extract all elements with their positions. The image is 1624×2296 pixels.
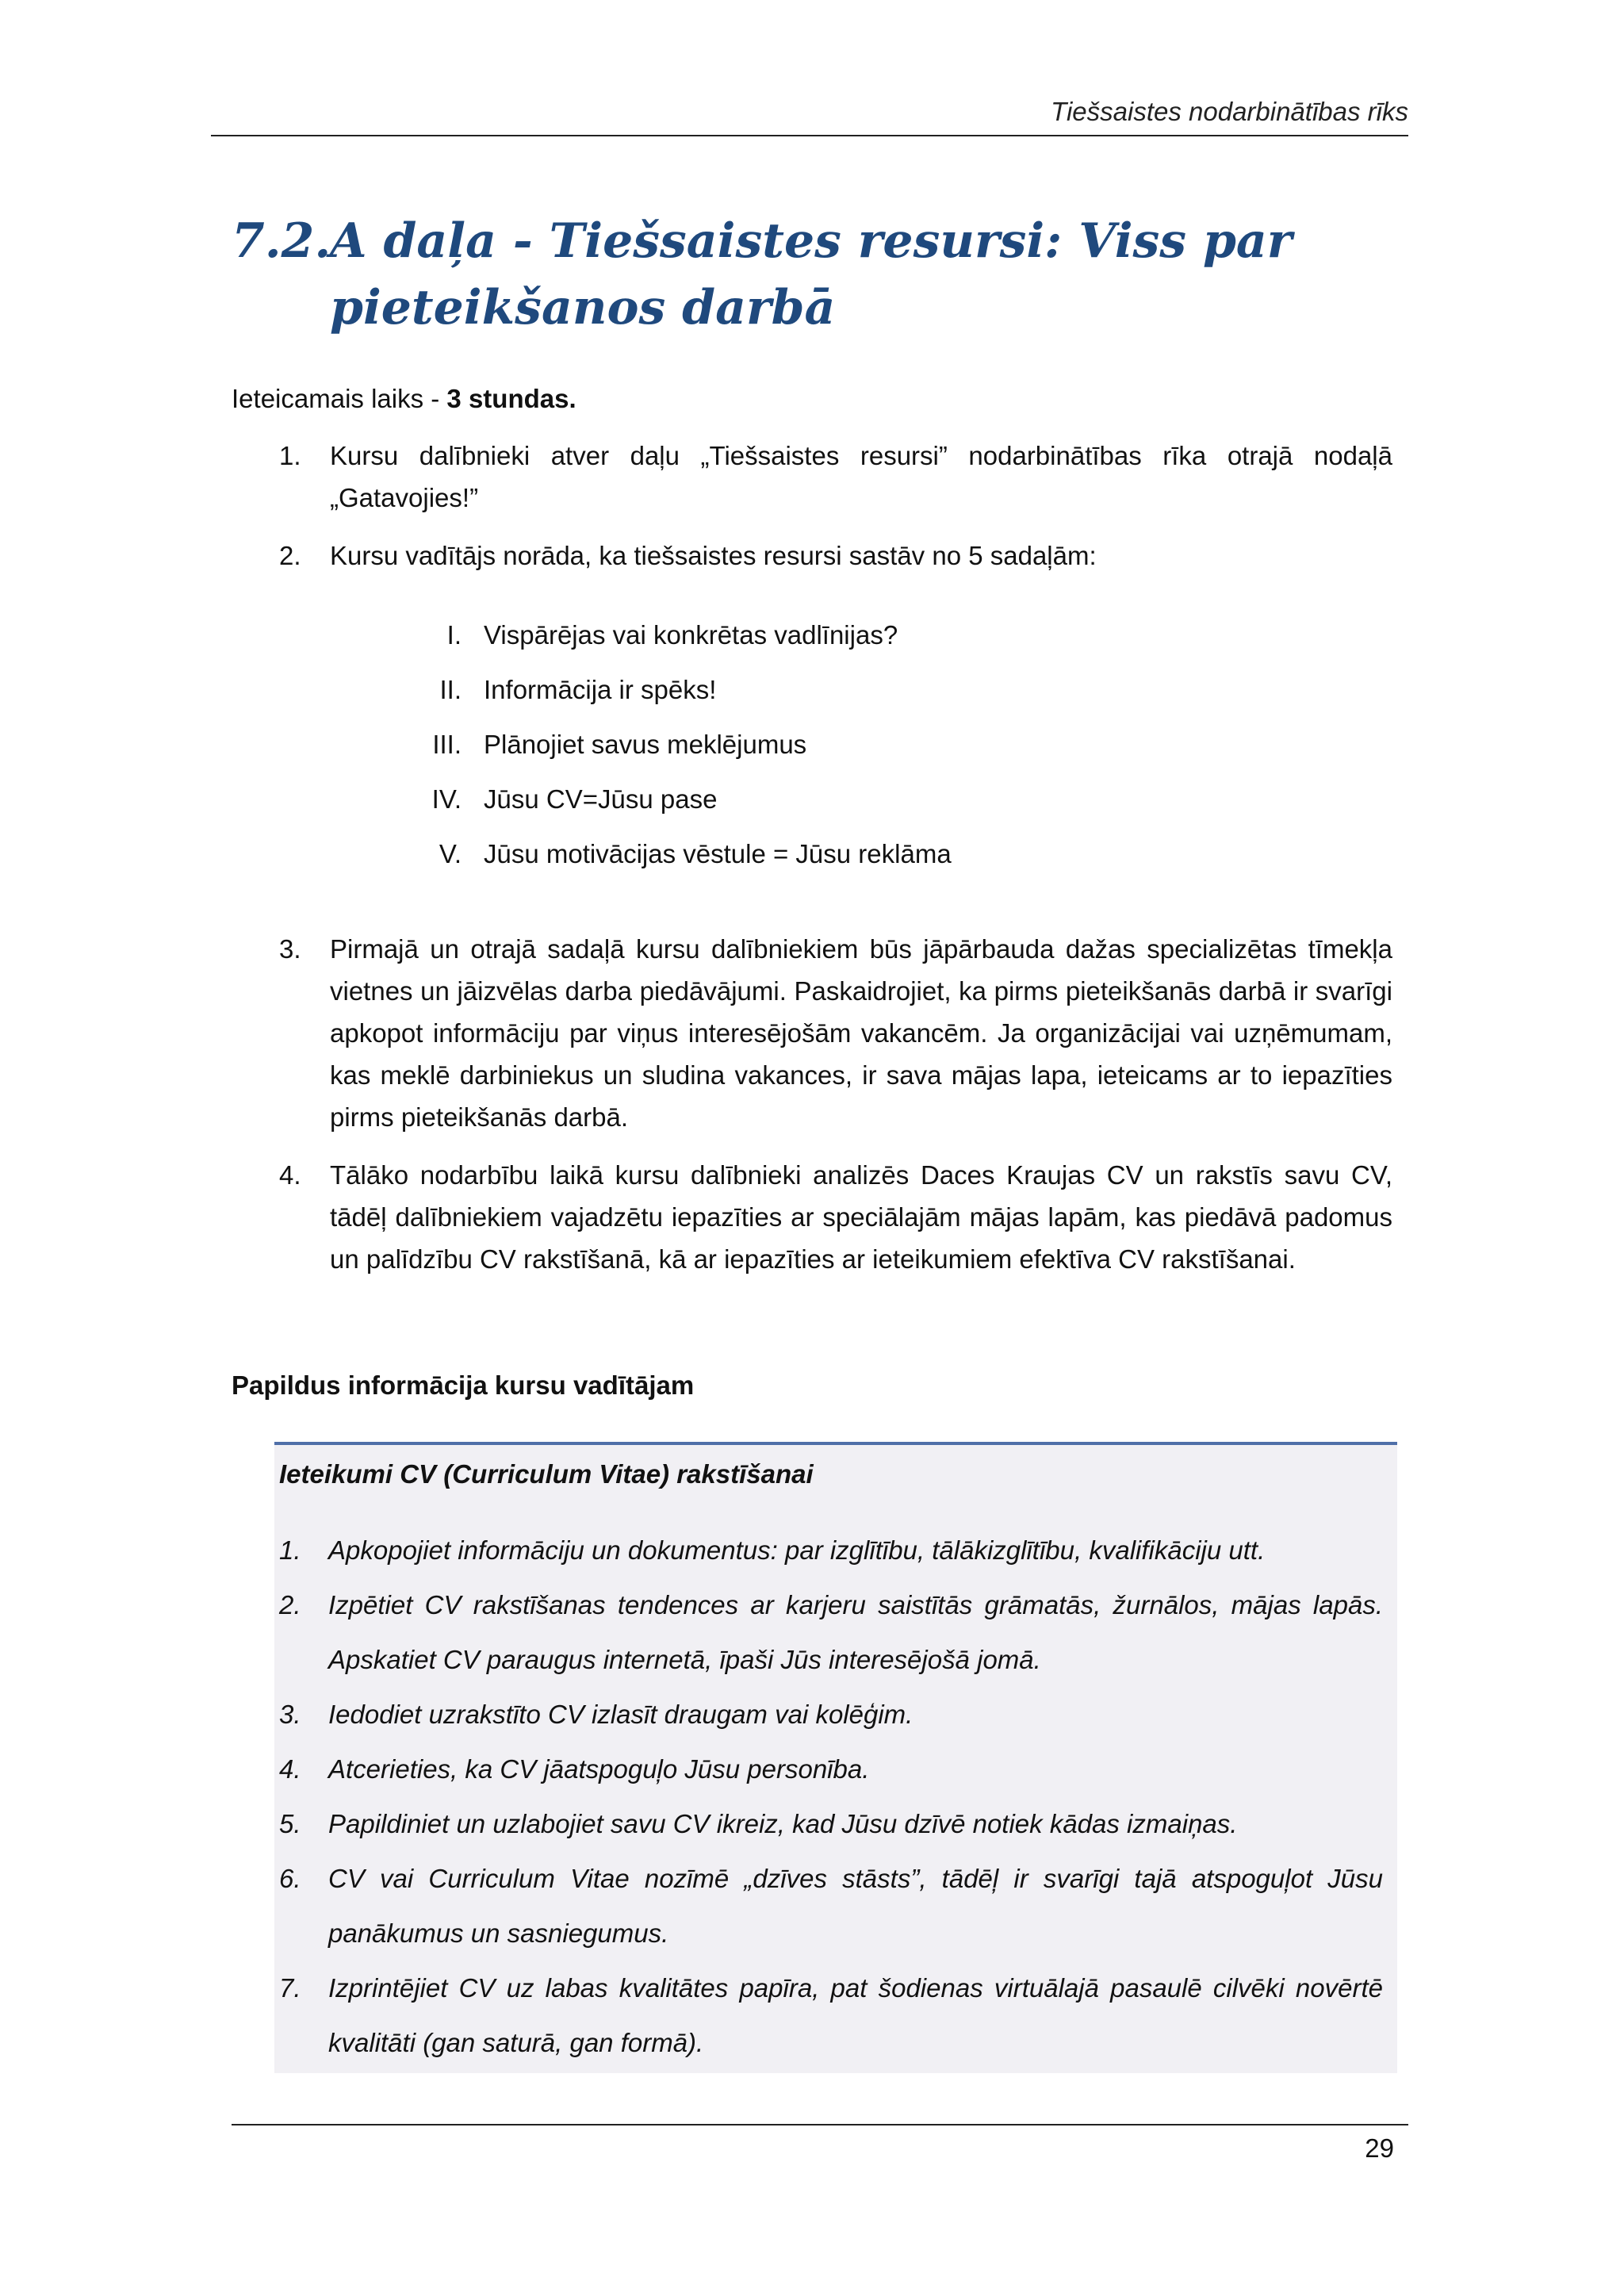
recommended-time-label: Ieteicamais laiks - [232, 384, 447, 413]
roman-numeral: I. [446, 620, 462, 650]
list-item-text: Atcerieties, ka CV jāatspoguļo Jūsu personība. [328, 1754, 870, 1784]
list-item [412, 723, 952, 778]
list-item-text: Tālāko nodarbību laikā kursu dalībnieki analizēs Daces Kraujas CV un rakstīs savu CV, tādēļ dalībniekiem vajadzētu iepazīties ar speciālajām mājas lapām, kas piedāvā padomus un palīdzību CV rakstīšanā, kā ar iepazīties ar ieteikumiem efektīva CV rakstīšanai. [330, 1160, 1392, 1274]
list-item-text: Jūsu CV=Jūsu pase [484, 784, 718, 814]
section-heading [232, 208, 1405, 341]
recommended-time-value: 3 stundas. [446, 384, 576, 413]
list-item [232, 928, 1392, 1138]
list-item-number: 2. [279, 1590, 301, 1619]
list-item-text: Informācija ir spēks! [484, 675, 717, 704]
list-item-number: 4. [279, 1160, 301, 1190]
list-item-text: Izpētiet CV rakstīšanas tendences ar karjeru saistītās grāmatās, žurnālos, mājas lapās. Apskatiet CV paraugus internetā, īpaši Jūs interesējošā jomā. [328, 1590, 1383, 1674]
list-item-number: 6. [279, 1864, 301, 1893]
list-item-text: Kursu dalībnieki atver daļu „Tiešsaistes resursi” nodarbinātības rīka otrajā nodaļā „Gatavojies!” [330, 441, 1392, 512]
roman-numeral: II. [439, 675, 462, 704]
list-item [412, 614, 952, 669]
cv-tips-title: Ieteikumi CV (Curriculum Vitae) rakstīšanai [279, 1459, 814, 1489]
list-item-text: Kursu vadītājs norāda, ka tiešsaistes resursi sastāv no 5 sadaļām: [330, 541, 1097, 570]
page-number: 29 [1365, 2133, 1394, 2163]
list-item-text: Jūsu motivācijas vēstule = Jūsu reklāma [484, 839, 952, 868]
list-item [279, 1742, 1383, 1796]
list-item-text: Papildiniet un uzlabojiet savu CV ikreiz, kad Jūsu dzīvē notiek kādas izmaiņas. [328, 1809, 1238, 1838]
list-item-number: 1. [279, 441, 301, 470]
list-item-number: 5. [279, 1809, 301, 1838]
list-item [232, 435, 1392, 519]
list-item-number: 1. [279, 1535, 301, 1565]
list-item [412, 669, 952, 723]
list-item [279, 1796, 1383, 1851]
roman-numeral: III. [432, 730, 462, 759]
list-item-number: 3. [279, 1700, 301, 1729]
list-item-text: Iedodiet uzrakstīto CV izlasīt draugam vai kolēģim. [328, 1700, 914, 1729]
list-item-text: Izprintējiet CV uz labas kvalitātes papīra, pat šodienas virtuālajā pasaulē cilvēki novērtē kvalitāti (gan saturā, gan formā). [328, 1973, 1383, 2057]
footer-rule [232, 2124, 1408, 2125]
header-rule [211, 135, 1408, 136]
list-item [279, 1687, 1383, 1742]
list-item-text: Plānojiet savus meklējumus [484, 730, 807, 759]
steps-list-a [232, 435, 1392, 592]
list-item [232, 535, 1392, 577]
list-item-text: Vispārējas vai konkrētas vadlīnijas? [484, 620, 898, 650]
list-item [232, 1154, 1392, 1280]
roman-numeral: IV. [431, 784, 462, 814]
extra-info-heading: Papildus informācija kursu vadītājam [232, 1370, 695, 1400]
list-item-text: CV vai Curriculum Vitae nozīmē „dzīves stāsts”, tādēļ ir svarīgi tajā atspoguļot Jūsu panākumus un sasniegumus. [328, 1864, 1383, 1948]
running-header: Tiešsaistes nodarbinātības rīks [1051, 97, 1408, 126]
cv-tips-box [274, 1442, 1397, 2073]
roman-numeral: V. [439, 839, 462, 868]
section-number: 7.2. [232, 213, 331, 269]
list-item-text: Apkopojiet informāciju un dokumentus: par izglītību, tālākizglītību, kvalifikāciju utt. [328, 1535, 1266, 1565]
list-item-number: 3. [279, 934, 301, 964]
cv-tips-list [279, 1523, 1383, 2070]
list-item [279, 1577, 1383, 1687]
list-item-number: 4. [279, 1754, 301, 1784]
list-item-number: 2. [279, 541, 301, 570]
list-item [412, 778, 952, 833]
section-title: A daļa - Tiešsaistes resursi: Viss par pieteikšanos darbā [330, 213, 1293, 335]
list-item [279, 1851, 1383, 1961]
recommended-time [232, 378, 576, 420]
list-item-number: 7. [279, 1973, 301, 2003]
resource-sections-list [412, 614, 952, 887]
list-item [412, 833, 952, 887]
list-item [279, 1961, 1383, 2070]
steps-list-b [232, 928, 1392, 1296]
list-item-text: Pirmajā un otrajā sadaļā kursu dalībniekiem būs jāpārbauda dažas specializētas tīmekļa vietnes un jāizvēlas darba piedāvājumi. Paskaidrojiet, ka pirms pieteikšanās darbā ir svarīgi apkopot informāciju par viņus interesējošām vakancēm. Ja organizācijai vai uzņēmumam, kas meklē darbiniekus un sludina vakances, ir sava mājas lapa, ieteicams ar to iepazīties pirms pieteikšanās darbā. [330, 934, 1392, 1132]
list-item [279, 1523, 1383, 1577]
